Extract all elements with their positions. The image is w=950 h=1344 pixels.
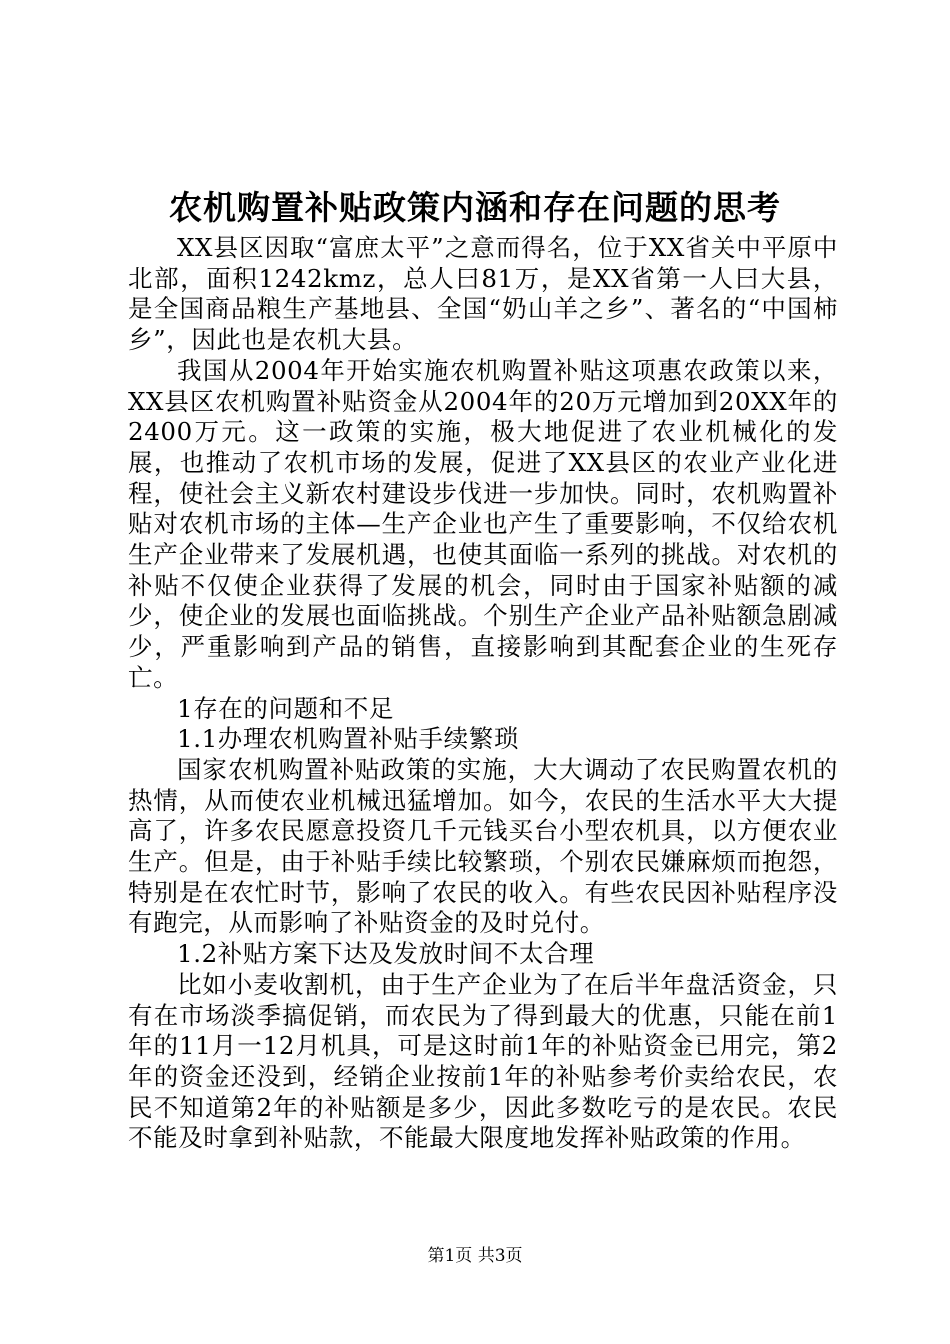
- page-number-footer: 第1页 共3页: [427, 1246, 523, 1266]
- section-heading-1-2: 1.2补贴方案下达及发放时间不太合理: [177, 939, 595, 969]
- policy-paragraph: 我国从2004年开始实施农机购置补贴这项惠农政策以来，XX县区农机购置补贴资金从2004年的20万元增加到20XX年的2400万元。这一政策的实施，极大地促进了农业机械化的发展，也推动了农机市场的发展，促进了XX县区的农业产业化进程，使社会主义新农村建设步伐进一步加快。同时，农机购置补贴对农机市场的主体—生产企业也产生了重要影响，不仅给农机生产企业带来了发展机遇，也使其面临一系列的挑战。对农机的补贴不仅使企业获得了发展的机会，同时由于国家补贴额的减少，使企业的发展也面临挑战。个别生产企业产品补贴额急剧减少，严重影响到产品的销售，直接影响到其配套企业的生死存亡。: [128, 355, 838, 692]
- section-heading-1-1: 1.1办理农机购置补贴手续繁琐: [177, 724, 519, 754]
- intro-paragraph: XX县区因取“富庶太平”之意而得名，位于XX省关中平原中北部，面积1242kmz，总人曰81万，是XX省第一人曰大县，是全国商品粮生产基地县、全国“奶山羊之乡”、著名的“中国柿乡”，因此也是农机大县。: [128, 233, 838, 355]
- section-1-2-paragraph: 比如小麦收割机，由于生产企业为了在后半年盘活资金，只有在市场淡季搞促销，而农民为了得到最大的优惠，只能在前1年的11月一12月机具，可是这时前1年的补贴资金已用完，第2年的资金还没到，经销企业按前1年的补贴参考价卖给农民，农民不知道第2年的补贴额是多少，因此多数吃亏的是农民。农民不能及时拿到补贴款，不能最大限度地发挥补贴政策的作用。: [128, 969, 838, 1153]
- document-title: 农机购置补贴政策内涵和存在问题的思考: [169, 188, 781, 227]
- section-1-1-paragraph: 国家农机购置补贴政策的实施，大大调动了农民购置农机的热情，从而使农业机械迅猛增加。如今，农民的生活水平大大提高了，许多农民愿意投资几千元钱买台小型农机具，以方便农业生产。但是，由于补贴手续比较繁琐，个别农民嫌麻烦而抱怨，特别是在农忙时节，影响了农民的收入。有些农民因补贴程序没有跑完，从而影响了补贴资金的及时兑付。: [128, 754, 838, 938]
- document-body: [128, 233, 838, 1154]
- section-heading-1: 1存在的问题和不足: [177, 693, 394, 723]
